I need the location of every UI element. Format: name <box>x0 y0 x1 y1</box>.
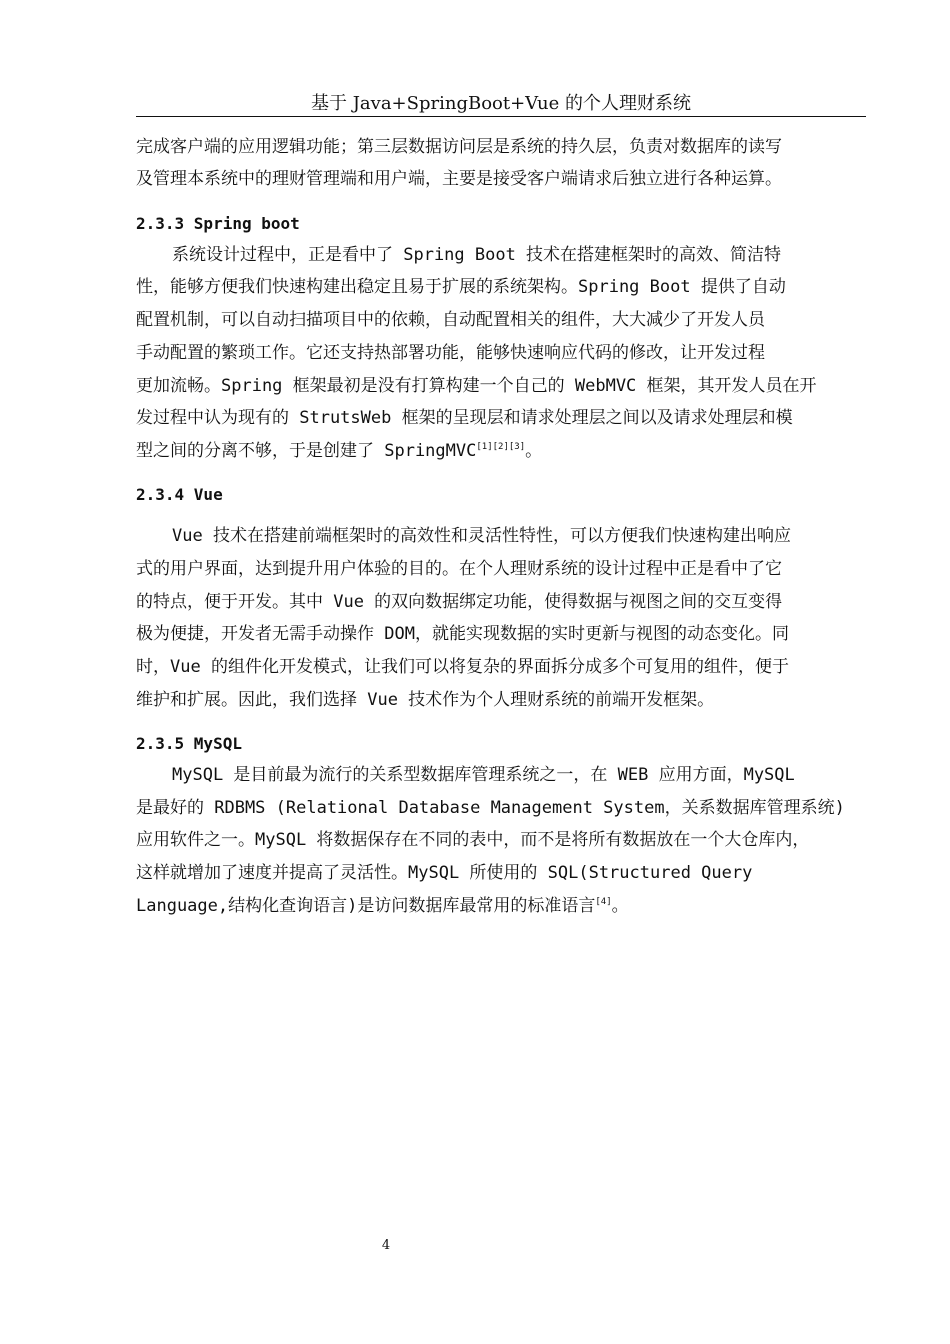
paragraph-line: 发过程中认为现有的 StrutsWeb 框架的呈现层和请求处理层之间以及请求处理层和模 <box>136 408 793 428</box>
paragraph-line: 是最好的 RDBMS (Relational Database Management System，关系数据库管理系统) <box>136 798 845 818</box>
paragraph-line: 维护和扩展。因此，我们选择 Vue 技术作为个人理财系统的前端开发框架。 <box>136 690 715 710</box>
page-number: 4 <box>381 1238 391 1253</box>
header-rule <box>136 116 866 117</box>
paragraph-line: 极为便捷，开发者无需手动操作 DOM，就能实现数据的实时更新与视图的动态变化。同 <box>136 624 789 644</box>
line-end: 。 <box>525 441 543 461</box>
paragraph-line: 时，Vue 的组件化开发模式，让我们可以将复杂的界面拆分成多个可复用的组件，便于 <box>136 657 789 677</box>
paragraph-line: 配置机制，可以自动扫描项目中的依赖，自动配置相关的组件，大大减少了开发人员 <box>136 310 765 330</box>
paragraph-line <box>136 895 629 917</box>
line-end: 。 <box>611 896 629 916</box>
paragraph-line: 完成客户端的应用逻辑功能；第三层数据访问层是系统的持久层，负责对数据库的读写 <box>136 137 782 157</box>
section-heading-vue: 2.3.4 Vue <box>136 485 223 504</box>
line-text: 型之间的分离不够，于是创建了 SpringMVC <box>136 441 477 461</box>
paragraph-line: 的特点，便于开发。其中 Vue 的双向数据绑定功能，使得数据与视图之间的交互变得 <box>136 592 783 612</box>
citation-marker: [1][2][3] <box>476 442 526 452</box>
paragraph-line: 系统设计过程中，正是看中了 Spring Boot 技术在搭建框架时的高效、简洁特 <box>172 245 782 265</box>
paragraph-line: 手动配置的繁琐工作。它还支持热部署功能，能够快速响应代码的修改，让开发过程 <box>136 343 765 363</box>
paragraph-line: 式的用户界面，达到提升用户体验的目的。在个人理财系统的设计过程中正是看中了它 <box>136 559 782 579</box>
paragraph-line: 性，能够方便我们快速构建出稳定且易于扩展的系统架构。Spring Boot 提供了自动 <box>136 277 786 297</box>
paragraph-line: 这样就增加了速度并提高了灵活性。MySQL 所使用的 SQL(Structured Query <box>136 863 753 883</box>
section-heading-spring-boot: 2.3.3 Spring boot <box>136 214 300 233</box>
citation-marker: [4] <box>595 897 612 907</box>
paragraph-line: 及管理本系统中的理财管理端和用户端，主要是接受客户端请求后独立进行各种运算。 <box>136 169 782 189</box>
paragraph-line: 应用软件之一。MySQL 将数据保存在不同的表中，而不是将所有数据放在一个大仓库内， <box>136 830 810 850</box>
paragraph-line: MySQL 是目前最为流行的关系型数据库管理系统之一，在 WEB 应用方面，MySQL <box>172 765 795 785</box>
paragraph-line <box>136 440 542 462</box>
line-text: Language,结构化查询语言)是访问数据库最常用的标准语言 <box>136 896 596 916</box>
section-heading-mysql: 2.3.5 MySQL <box>136 734 242 753</box>
paragraph-line: 更加流畅。Spring 框架最初是没有打算构建一个自己的 WebMVC 框架，其开发人员在开 <box>136 376 817 396</box>
running-header-title: 基于 Java+SpringBoot+Vue 的个人理财系统 <box>310 93 691 114</box>
paragraph-line: Vue 技术在搭建前端框架时的高效性和灵活性特性，可以方便我们快速构建出响应 <box>172 526 791 546</box>
